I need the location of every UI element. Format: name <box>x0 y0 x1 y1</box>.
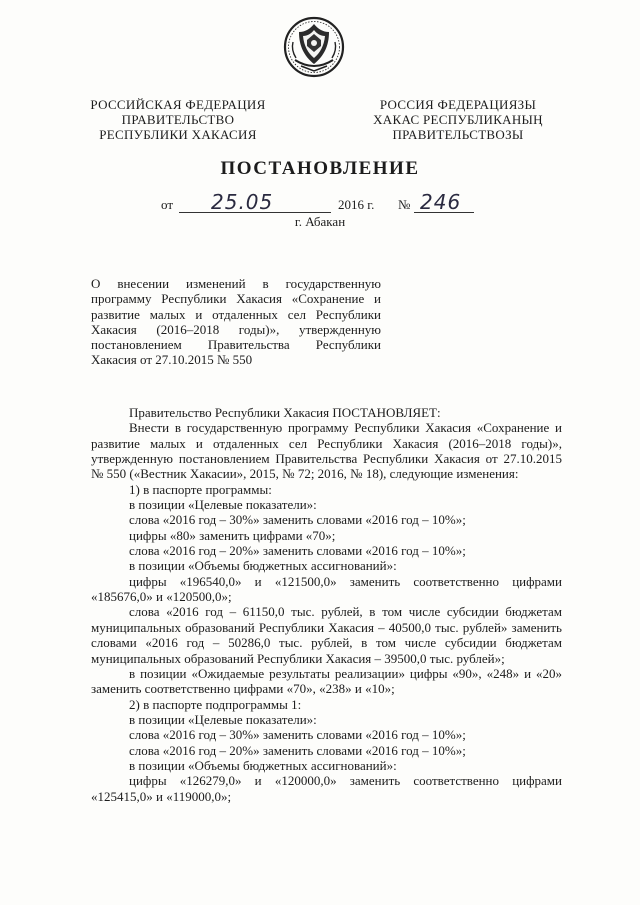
item-1-change: слова «2016 год – 61150,0 тыс. рублей, в том числе субсидии бюджетам муниципальных образований Республики Хакасия – 40500,0 тыс. рублей» заменить словами «2016 год – 50286,0 тыс. рублей, в том числе субсидии бюджетам муниципальных образований Республики Хакасия – 39500,0 тыс. рублей»; <box>91 604 562 666</box>
document-subject <box>91 276 381 368</box>
item-2-change: слова «2016 год – 30%» заменить словами «2016 год – 10%»; <box>129 727 466 743</box>
item-2-position: в позиции «Целевые показатели»: <box>129 711 317 727</box>
subject-line: программу Республики Хакасия «Сохранение и <box>91 291 381 307</box>
subject-line: Хакасия (2016–2018 годы)», утвержденную <box>91 321 381 337</box>
resolve-line: Правительство Республики Хакасия ПОСТАНОВЛЯЕТ: <box>129 405 441 420</box>
subject-line: развитие малых и отдаленных сел Республики <box>91 306 381 322</box>
subject-line: Хакасия от 27.10.2015 № 550 <box>91 352 253 368</box>
item-2-change: цифры «126279,0» и «120000,0» заменить соответственно цифрами «125415,0» и «119000,0»; <box>91 773 562 804</box>
header-right-line: ХАКАС РЕСПУБЛИКАНЫҢ <box>373 112 543 127</box>
header-left-line: ПРАВИТЕЛЬСТВО <box>121 112 235 127</box>
item-1-position: в позиции «Объемы бюджетных ассигнований»: <box>129 558 397 574</box>
item-1-position: в позиции «Ожидаемые результаты реализации» цифры «90», «248» и «20» заменить соответственно цифрами «70», «238» и «10»; <box>91 665 562 697</box>
header-right-line: РОССИЯ ФЕДЕРАЦИЯЗЫ <box>379 97 537 112</box>
item-1-change: цифры «80» заменить цифрами «70»; <box>129 527 336 543</box>
document-title: ПОСТАНОВЛЕНИЕ <box>220 158 420 179</box>
document-body <box>91 405 562 804</box>
item-1-change: слова «2016 год – 30%» заменить словами «2016 год – 10%»; <box>129 512 466 528</box>
header-left <box>78 97 278 142</box>
header-left-line: РЕСПУБЛИКИ ХАКАСИЯ <box>99 127 257 142</box>
item-1-change: слова «2016 год – 20%» заменить словами «2016 год – 10%»; <box>129 543 466 559</box>
item-2: 2) в паспорте подпрограммы 1: <box>129 696 302 712</box>
item-2-position: в позиции «Объемы бюджетных ассигнований»: <box>129 757 397 773</box>
coat-of-arms-emblem <box>283 16 345 78</box>
subject-line: О внесении изменений в государственную <box>91 276 381 291</box>
item-2-change: слова «2016 год – 20%» заменить словами «2016 год – 10%»; <box>129 742 466 758</box>
header-left-line: РОССИЙСКАЯ ФЕДЕРАЦИЯ <box>90 97 266 112</box>
intro-paragraph: Внести в государственную программу Республики Хакасия «Сохранение и развитие малых и отдаленных сел Республики Хакасия (2016–2018 годы)», утвержденную постановлением Правительства Республики Хакасия от 27.10.2015 № 550 («Вестник Хакасии», 2015, № 72; 2016, № 18), следующие изменения: <box>91 420 562 482</box>
date-prefix: от <box>161 197 174 212</box>
handwritten-number: 246 <box>420 190 462 214</box>
subject-line: постановлением Правительства Республики <box>91 337 381 353</box>
handwritten-date: 25.05 <box>211 190 274 214</box>
item-1: 1) в паспорте программы: <box>129 481 272 497</box>
item-1-change: цифры «196540,0» и «121500,0» заменить соответственно цифрами «185676,0» и «120500,0»; <box>91 573 562 605</box>
item-1-position: в позиции «Целевые показатели»: <box>129 497 317 513</box>
header-right-line: ПРАВИТЕЛЬСТВОЗЫ <box>392 127 524 142</box>
date-year: 2016 г. <box>338 197 375 212</box>
number-sign: № <box>398 197 411 212</box>
header-right <box>358 97 558 142</box>
city: г. Абакан <box>294 214 346 229</box>
